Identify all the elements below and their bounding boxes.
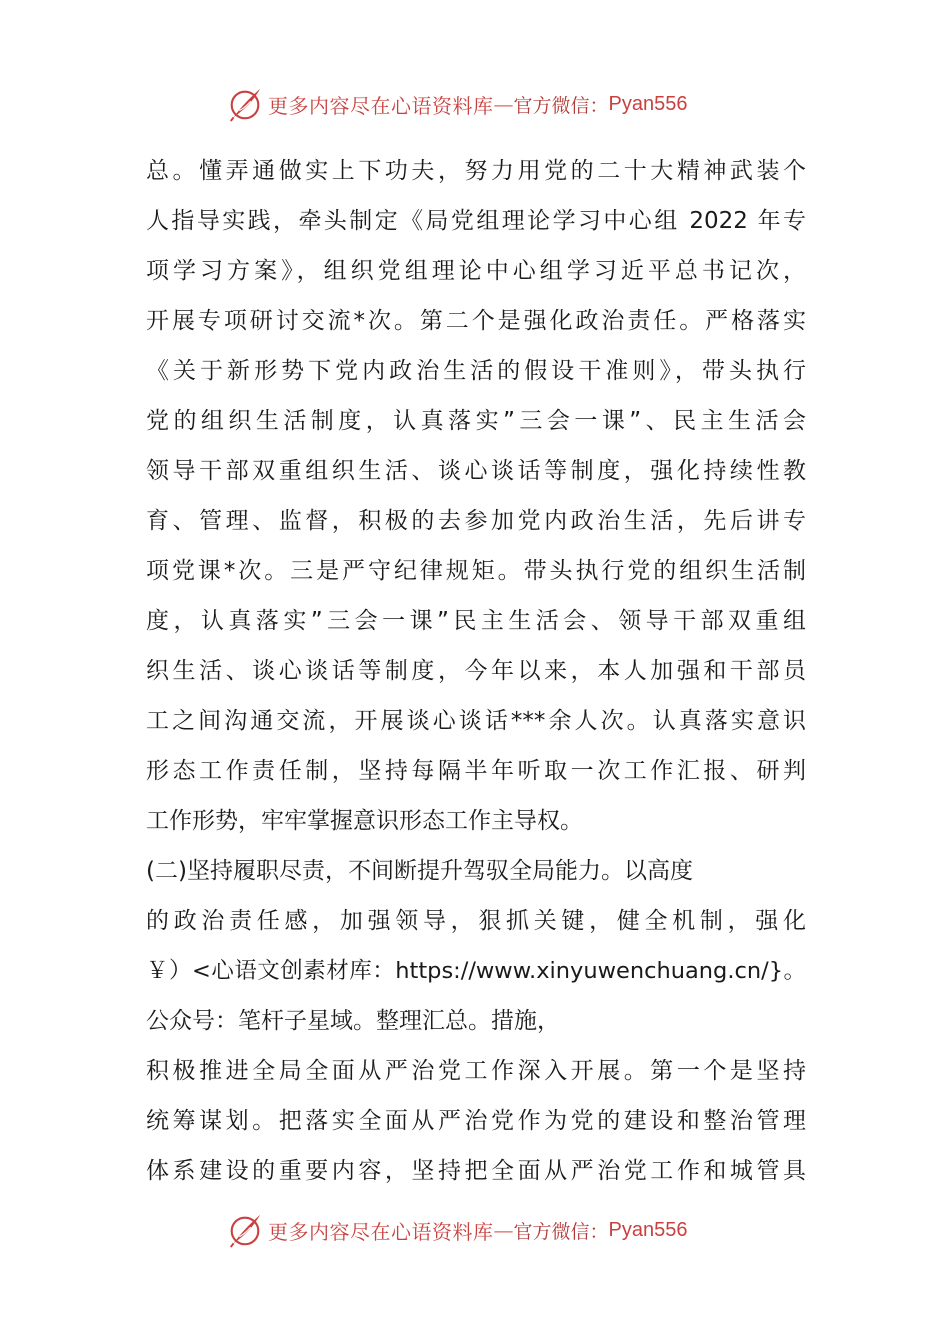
banner-wechat-id: Pyan556 (608, 1218, 688, 1241)
text-line: 的政治责任感，加强领导，狠抓关键，健全机制，强化 (146, 908, 806, 934)
text-line: 育、管理、监督，积极的去参加党内政治生活，先后讲专 (146, 508, 806, 534)
text-line-with-link: ￥）<心语文创素材库：https://www.xinyuwenchuang.cn/}。 (146, 958, 806, 984)
text-line: 《关于新形势下党内政治生活的假设干准则》，带头执行 (146, 358, 806, 384)
text-line: 度，认真落实”三会一课”民主生活会、领导干部双重组 (146, 608, 806, 634)
text-line: 党的组织生活制度，认真落实”三会一课”、民主生活会 (146, 408, 806, 434)
banner-wechat-label: 官方微信： (513, 94, 609, 117)
text-line: 工作形势，牢牢掌握意识形态工作主导权。 (146, 808, 583, 834)
footer-watermark-banner (226, 1210, 687, 1250)
banner-wechat-label: 官方微信： (513, 1220, 609, 1243)
text-line: 领导干部双重组织生活、谈心谈话等制度，强化持续性教 (146, 458, 806, 484)
text-line: 织生活、谈心谈话等制度，今年以来，本人加强和干部员 (146, 658, 806, 684)
quill-pen-logo-icon (226, 1211, 264, 1249)
banner-main-text: 更多内容尽在心语资料库 (268, 93, 494, 118)
text-line: 开展专项研讨交流*次。第二个是强化政治责任。严格落实 (146, 308, 806, 334)
header-watermark-banner (226, 84, 687, 124)
text-line: 项学习方案》，组织党组理论中心组学习近平总书记次， (146, 258, 806, 284)
text-line: 形态工作责任制，坚持每隔半年听取一次工作汇报、研判 (146, 758, 806, 784)
section-heading-line: (二)坚持履职尽责，不间断提升驾驭全局能力。以高度 (146, 858, 693, 884)
quill-pen-logo-icon (226, 85, 264, 123)
document-body (146, 146, 806, 1196)
text-line: 统筹谋划。把落实全面从严治党作为党的建设和整治管理 (146, 1108, 806, 1134)
text-line: 项党课*次。三是严守纪律规矩。带头执行党的组织生活制 (146, 558, 806, 584)
banner-wechat-id: Pyan556 (608, 92, 688, 115)
text-line: 总。懂弄通做实上下功夫，努力用党的二十大精神武装个 (146, 158, 806, 184)
banner-main-text: 更多内容尽在心语资料库 (268, 1219, 494, 1244)
text-line: 人指导实践，牵头制定《局党组理论学习中心组 2022 年专 (146, 208, 806, 234)
text-line: 积极推进全局全面从严治党工作深入开展。第一个是坚持 (146, 1058, 806, 1084)
text-line: 公众号：笔杆子星域。整理汇总。措施， (146, 1008, 560, 1034)
text-line: 工之间沟通交流，开展谈心谈话***余人次。认真落实意识 (146, 708, 806, 734)
banner-dash: — (493, 92, 514, 116)
banner-dash: — (493, 1218, 514, 1242)
text-line: 体系建设的重要内容，坚持把全面从严治党工作和城管具 (146, 1158, 806, 1184)
